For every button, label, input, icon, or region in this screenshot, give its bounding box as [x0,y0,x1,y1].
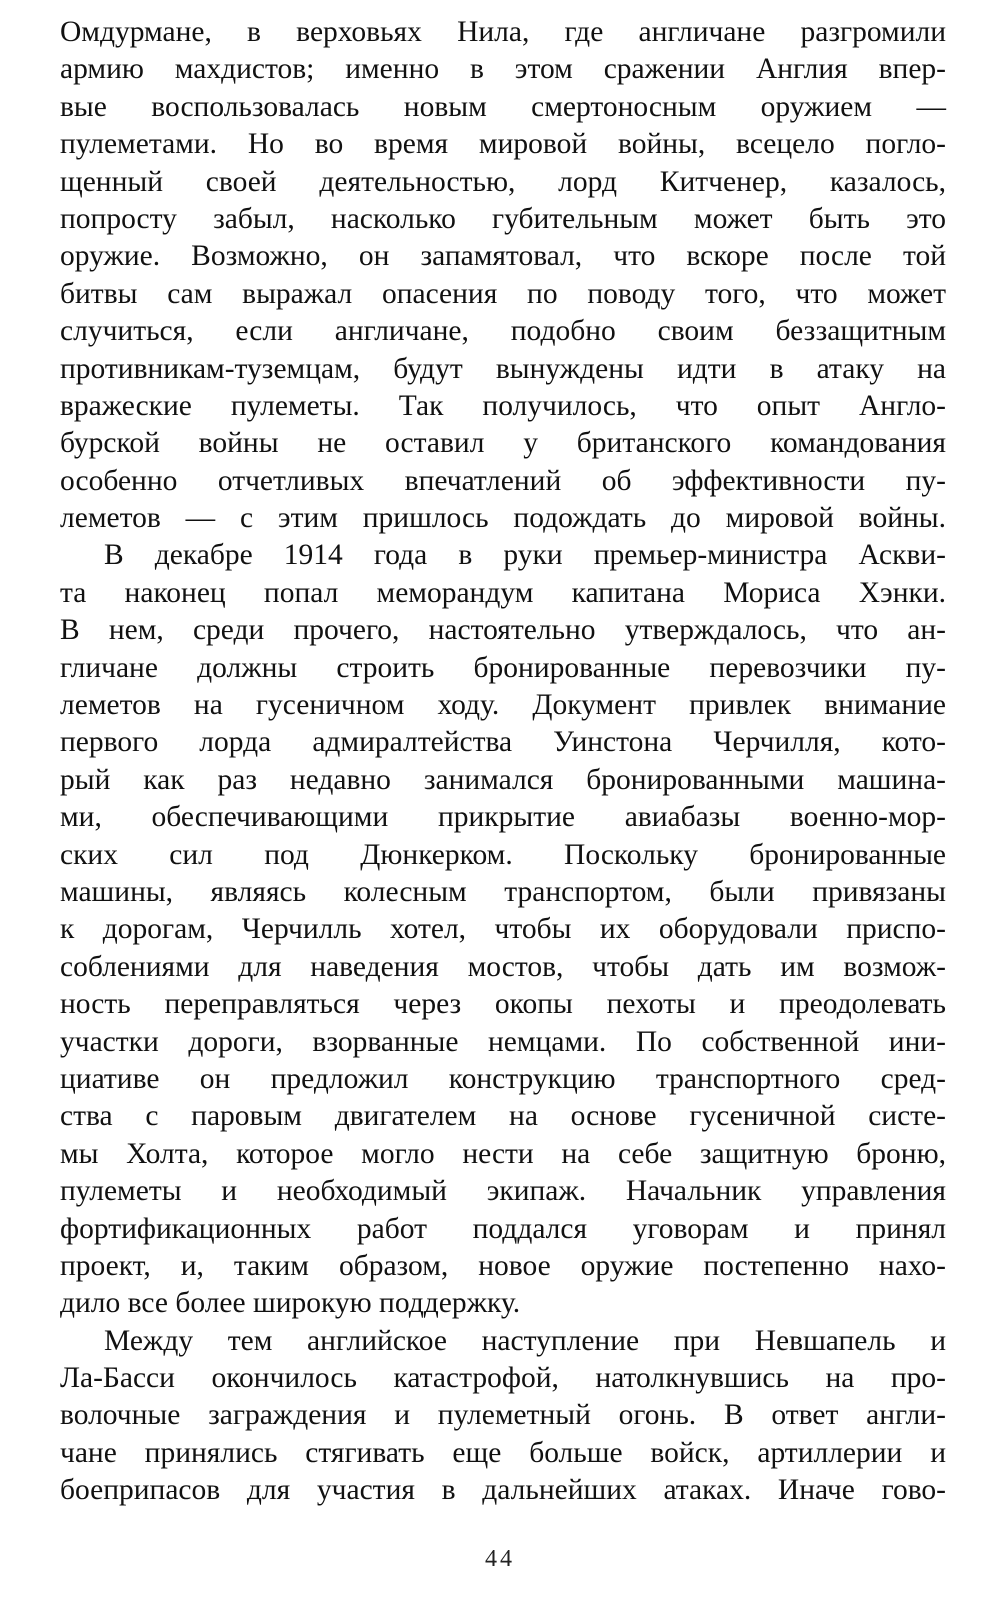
text-line: Ла-Басси окончилось катастрофой, натолкнувшись на про- [60,1362,946,1395]
text-line: рый как раз недавно занимался бронированными машина- [60,763,946,796]
text-line: мы Холта, которое могло нести на себе защитную броню, [60,1137,946,1170]
text-line: леметов — с этим пришлось подождать до мировой войны. [60,502,946,535]
text-line: машины, являясь колесным транспортом, были привязаны [60,875,946,908]
text-line: В декабре 1914 года в руки премьер-министра Аскви- [104,539,946,572]
paragraph [60,537,946,1322]
text-line: пулеметами. Но во время мировой войны, всецело погло- [60,128,946,161]
text-line: битвы сам выражал опасения по поводу того, что может [60,277,946,310]
text-line: леметов на гусеничном ходу. Документ привлек внимание [60,689,946,722]
text-line: первого лорда адмиралтейства Уинстона Черчилля, кото- [60,726,946,759]
text-line: особенно отчетливых впечатлений об эффективности пу- [60,464,946,497]
text-line: соблениями для наведения мостов, чтобы дать им возмож- [60,950,946,983]
page-number: 44 [485,1546,515,1572]
text-line: чане принялись стягивать еще больше войск, артиллерии и [60,1436,946,1469]
text-line: боеприпасов для участия в дальнейших атаках. Иначе гово- [60,1474,946,1507]
text-line: армию махдистов; именно в этом сражении Англия впер- [60,53,946,86]
text-line: бурской войны не оставил у британского командования [60,427,946,460]
text-line: та наконец попал меморандум капитана Мориса Хэнки. [60,576,946,609]
text-line: гличане должны строить бронированные перевозчики пу- [60,651,946,684]
text-line: ми, обеспечивающими прикрытие авиабазы военно-мор- [60,801,946,834]
text-line: ность переправляться через окопы пехоты и преодолевать [60,988,946,1021]
text-line: случиться, если англичане, подобно своим беззащитным [60,315,946,348]
text-line: к дорогам, Черчилль хотел, чтобы их оборудовали приспо- [60,913,946,946]
text-line: щенный своей деятельностью, лорд Китченер, казалось, [60,165,946,198]
text-line: волочные заграждения и пулеметный огонь. В ответ англи- [60,1399,946,1432]
text-line: ских сил под Дюнкерком. Поскольку бронированные [60,838,946,871]
text-line: противникам-туземцам, будут вынуждены идти в атаку на [60,352,946,385]
text-line: проект, и, таким образом, новое оружие постепенно нахо- [60,1249,946,1282]
text-line: Омдурмане, в верховьях Нила, где англичане разгромили [60,16,946,48]
text-line: вые воспользовалась новым смертоносным оружием — [60,90,946,123]
text-line: оружие. Возможно, он запамятовал, что вскоре после той [60,240,946,273]
text-line: попросту забыл, насколько губительным может быть это [60,202,946,235]
text-line: фортификационных работ поддался уговорам и принял [60,1212,946,1245]
body-text [60,14,946,1510]
text-line: Между тем английское наступление при Невшапель и [104,1324,946,1357]
text-line: ства с паровым двигателем на основе гусеничной систе- [60,1100,946,1133]
paragraph [60,1323,946,1510]
text-line: пулеметы и необходимый экипаж. Начальник управления [60,1175,946,1208]
text-line: В нем, среди прочего, настоятельно утверждалось, что ан- [60,614,946,647]
text-line: дило все более широкую поддержку. [60,1287,521,1320]
paragraph [60,14,946,537]
text-line: циативе он предложил конструкцию транспортного сред- [60,1062,946,1095]
text-line: вражеские пулеметы. Так получилось, что опыт Англо- [60,389,946,422]
text-line: участки дороги, взорванные немцами. По собственной ини- [60,1025,946,1058]
